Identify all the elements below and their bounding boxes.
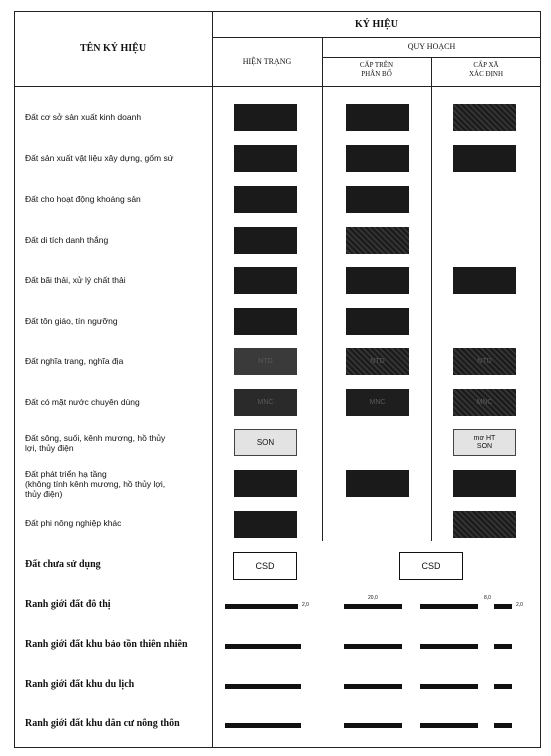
symbol-bai-thai-cap-tren (346, 267, 409, 294)
table-top-border (14, 11, 541, 12)
table-right-border (540, 11, 541, 748)
row-label-chua-su-dung: Đất chưa sử dụng (25, 559, 101, 570)
symbol-son-cap-xa-line1: mơ HT (473, 434, 496, 442)
symbol-ntd-cap-tren: NTD (346, 348, 409, 375)
boundary-du-lich-qh-3 (494, 684, 512, 689)
boundary-du-lich-hien-trang (225, 684, 301, 689)
row-label-ranh-gioi-bao-ton: Ranh giới đất khu bảo tồn thiên nhiên (25, 639, 188, 650)
symbol-mnc-cap-tren: MNC (346, 389, 409, 416)
symbol-vlxd-hien-trang (234, 145, 297, 172)
symbol-phi-nn-hien-trang (234, 511, 297, 538)
symbol-csd-hien-trang: CSD (233, 552, 297, 580)
dim-label-20: 20,0 (368, 595, 378, 601)
symbol-vlxd-cap-xa (453, 145, 516, 172)
row-label-bai-thai: Đất bãi thải, xử lý chất thải (25, 275, 126, 285)
row-label-di-tich: Đất di tích danh thắng (25, 235, 109, 245)
table-left-border (14, 11, 15, 748)
symbol-ha-tang-hien-trang (234, 470, 297, 497)
boundary-bao-ton-qh-1 (344, 644, 402, 649)
table-bottom-border (14, 747, 541, 748)
row-label-nghia-trang: Đất nghĩa trang, nghĩa địa (25, 356, 124, 366)
symbol-ntd-hien-trang: NTD (234, 348, 297, 375)
row-label-ranh-gioi-du-lich: Ranh giới đất khu du lịch (25, 679, 135, 690)
symbol-khoang-san-cap-tren (346, 186, 409, 213)
row-label-ha-tang-line1: Đất phát triển hạ tầng (25, 469, 107, 479)
row-label-mat-nuoc: Đất có mặt nước chuyên dùng (25, 397, 140, 407)
symbol-bai-thai-hien-trang (234, 267, 297, 294)
column-divider-quyhoach (322, 37, 323, 541)
boundary-dan-cu-hien-trang (225, 723, 301, 728)
boundary-bao-ton-hien-trang (225, 644, 301, 649)
boundary-du-lich-qh-1 (344, 684, 402, 689)
header-bottom-border (14, 86, 541, 87)
boundary-do-thi-qh-2 (420, 604, 478, 609)
row-label-san-xuat-kinh-doanh: Đất cơ sở sản xuất kinh doanh (25, 112, 142, 122)
boundary-do-thi-qh-1 (344, 604, 402, 609)
header-cap-xa-line2: XÁC ĐỊNH (468, 70, 504, 78)
symbol-sxkd-cap-tren (346, 104, 409, 131)
header-ky-hieu: KÝ HIỆU (354, 19, 399, 30)
header-ten-ky-hieu: TÊN KÝ HIỆU (79, 43, 147, 54)
row-label-khoang-san: Đất cho hoạt động khoáng sản (25, 194, 141, 204)
row-label-ton-giao: Đất tôn giáo, tín ngưỡng (25, 316, 118, 326)
header-hien-trang: HIỆN TRẠNG (242, 57, 292, 66)
boundary-dan-cu-qh-3 (494, 723, 512, 728)
header-divider-kyhieu (212, 37, 541, 38)
symbol-sxkd-hien-trang (234, 104, 297, 131)
row-label-phi-nong-nghiep: Đất phi nông nghiệp khác (25, 518, 122, 528)
symbol-khoang-san-hien-trang (234, 186, 297, 213)
header-divider-quyhoach (322, 57, 541, 58)
boundary-bao-ton-qh-2 (420, 644, 478, 649)
row-label-vat-lieu-xay-dung: Đất sản xuất vật liệu xây dựng, gốm sứ (25, 153, 174, 163)
boundary-do-thi-qh-3 (494, 604, 512, 609)
symbol-mnc-hien-trang: MNC (234, 389, 297, 416)
header-cap-tren-line2: PHÂN BỔ (361, 70, 392, 78)
header-cap-tren-line1: CẤP TRÊN (359, 61, 394, 69)
symbol-ton-giao-hien-trang (234, 308, 297, 335)
row-label-ha-tang-line2: (không tính kênh mương, hồ thủy lợi, (25, 479, 166, 489)
symbol-ntd-cap-xa: NTD (453, 348, 516, 375)
header-cap-xa (431, 61, 541, 79)
row-label-ha-tang (25, 469, 205, 499)
row-label-ha-tang-line3: thủy điện) (25, 489, 63, 499)
header-cap-xa-line1: CẤP XÃ (473, 61, 499, 69)
column-divider-capxa (431, 57, 432, 541)
symbol-di-tich-hien-trang (234, 227, 297, 254)
dim-label-2b: 2,0 (516, 602, 523, 608)
row-label-ranh-gioi-dan-cu: Ranh giới đất khu dân cư nông thôn (25, 718, 180, 729)
symbol-phi-nn-cap-xa (453, 511, 516, 538)
symbol-son-cap-xa (453, 429, 516, 456)
symbol-csd-quy-hoach: CSD (399, 552, 463, 580)
symbol-ton-giao-cap-tren (346, 308, 409, 335)
boundary-bao-ton-qh-3 (494, 644, 512, 649)
dim-label-hien-trang: 2,0 (302, 602, 309, 608)
symbol-sxkd-cap-xa (453, 104, 516, 131)
symbol-bai-thai-cap-xa (453, 267, 516, 294)
dim-label-8: 8,0 (484, 595, 491, 601)
header-cap-tren (322, 61, 431, 79)
row-label-song-suoi-line2: lợi, thủy điện (25, 443, 74, 453)
column-divider-name (212, 11, 213, 748)
header-quy-hoach: QUY HOẠCH (407, 42, 456, 51)
symbol-di-tich-cap-tren (346, 227, 409, 254)
row-label-ranh-gioi-do-thi: Ranh giới đất đô thị (25, 599, 111, 610)
symbol-ha-tang-cap-tren (346, 470, 409, 497)
symbol-vlxd-cap-tren (346, 145, 409, 172)
boundary-dan-cu-qh-2 (420, 723, 478, 728)
boundary-do-thi-hien-trang (225, 604, 298, 609)
symbol-son-hien-trang: SON (234, 429, 297, 456)
boundary-dan-cu-qh-1 (344, 723, 402, 728)
symbol-son-cap-xa-line2: SON (476, 442, 493, 450)
symbol-ha-tang-cap-xa (453, 470, 516, 497)
row-label-song-suoi-line1: Đất sông, suối, kênh mương, hồ thủy (25, 433, 166, 443)
row-label-song-suoi (25, 433, 205, 453)
symbol-mnc-cap-xa: MNC (453, 389, 516, 416)
boundary-du-lich-qh-2 (420, 684, 478, 689)
